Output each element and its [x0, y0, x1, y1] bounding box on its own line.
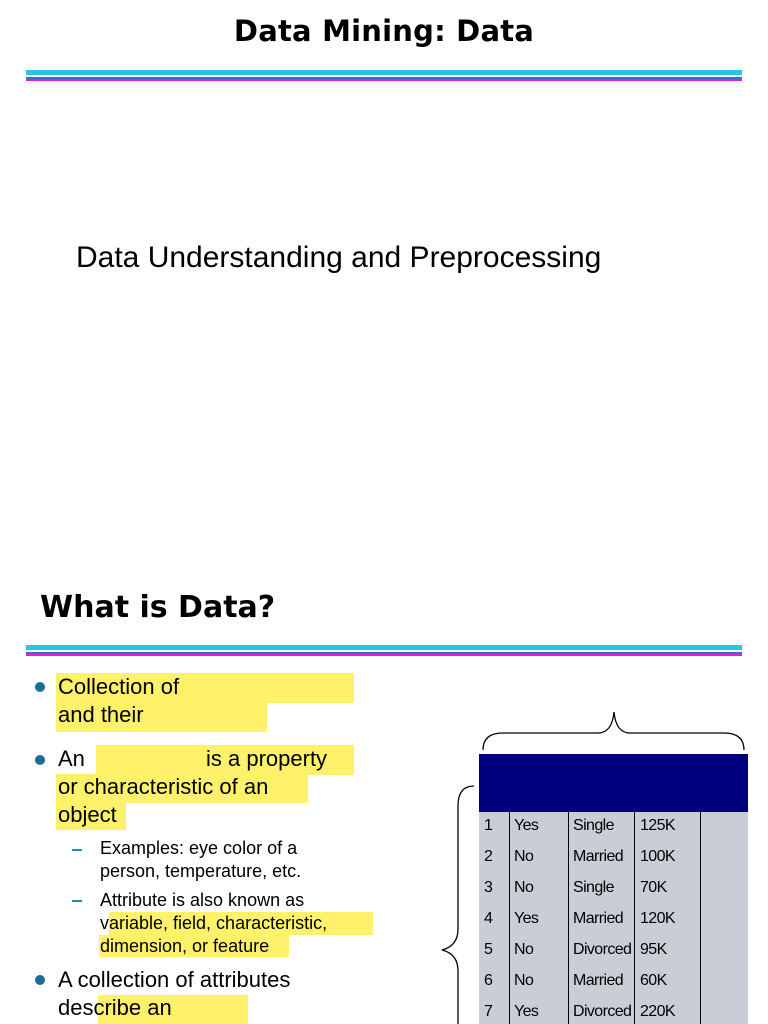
sub-bullet-dash: [72, 900, 82, 902]
bullet-text: and their: [58, 702, 144, 727]
table-row: [479, 874, 748, 905]
table-cell: 220K: [640, 1003, 675, 1020]
sub-bullet-text: person, temperature, etc.: [100, 861, 302, 881]
table-cell: 3: [484, 879, 493, 896]
table-cell: 1: [484, 817, 493, 834]
table-cell: 6: [484, 972, 493, 989]
table-cell: 70K: [640, 879, 667, 896]
bullet-text: or characteristic of an: [58, 774, 269, 799]
table-cell: Single: [573, 879, 614, 896]
table-row: [479, 936, 748, 967]
bullet-text: describe an: [58, 995, 172, 1020]
table-cell: 60K: [640, 972, 667, 989]
slide-subtitle: Data Understanding and Preprocessing: [76, 241, 602, 274]
table-cell: 95K: [640, 941, 667, 958]
table-row: [479, 812, 748, 843]
bullet-text: A collection of attributes: [58, 967, 291, 992]
table-cell: 120K: [640, 910, 675, 927]
table-cell: No: [514, 848, 534, 865]
table-cell: No: [514, 941, 534, 958]
rows-brace: [438, 784, 478, 1024]
table-row: [479, 905, 748, 936]
slide-title: What is Data?: [40, 590, 276, 625]
table-cell: Divorced: [573, 1003, 632, 1020]
title-rule: [26, 645, 742, 656]
slide-title: Data Mining: Data: [233, 14, 535, 48]
sub-bullet-text: Examples: eye color of a: [100, 838, 298, 858]
bullet-text: is a property: [206, 746, 328, 771]
table-row: [479, 843, 748, 874]
sub-bullet-text: variable, field, characteristic,: [100, 913, 328, 933]
table-cell: Single: [573, 817, 614, 834]
table-cell: Yes: [514, 910, 539, 927]
table-cell: 5: [484, 941, 493, 958]
table-cell: Married: [573, 848, 624, 865]
title-rule: [26, 70, 742, 81]
table-cell: Yes: [514, 817, 539, 834]
table-row: [479, 998, 748, 1024]
table-cell: 2: [484, 848, 493, 865]
table-cell: Divorced: [573, 941, 632, 958]
bullet-text: An: [58, 746, 85, 771]
bullet-dot: [35, 682, 45, 692]
table-cell: 4: [484, 910, 493, 927]
columns-brace: [478, 708, 748, 752]
bullet-dot: [35, 755, 45, 765]
table-cell: Yes: [514, 1003, 539, 1020]
table-header: [479, 754, 748, 812]
sub-bullet-text: Attribute is also known as: [100, 890, 305, 910]
table-row: [479, 967, 748, 998]
sub-bullet-text: dimension, or feature: [100, 936, 270, 956]
sub-bullet-dash: [72, 849, 82, 851]
table-cell: 100K: [640, 848, 675, 865]
table-cell: Married: [573, 972, 624, 989]
table-cell: Married: [573, 910, 624, 927]
bullet-text: object: [58, 802, 117, 827]
table-cell: 125K: [640, 817, 675, 834]
bullet-dot: [35, 975, 45, 985]
table-cell: No: [514, 879, 534, 896]
table-cell: 7: [484, 1003, 493, 1020]
table-cell: No: [514, 972, 534, 989]
bullet-text: Collection of: [58, 674, 180, 699]
data-table: [479, 812, 748, 1024]
